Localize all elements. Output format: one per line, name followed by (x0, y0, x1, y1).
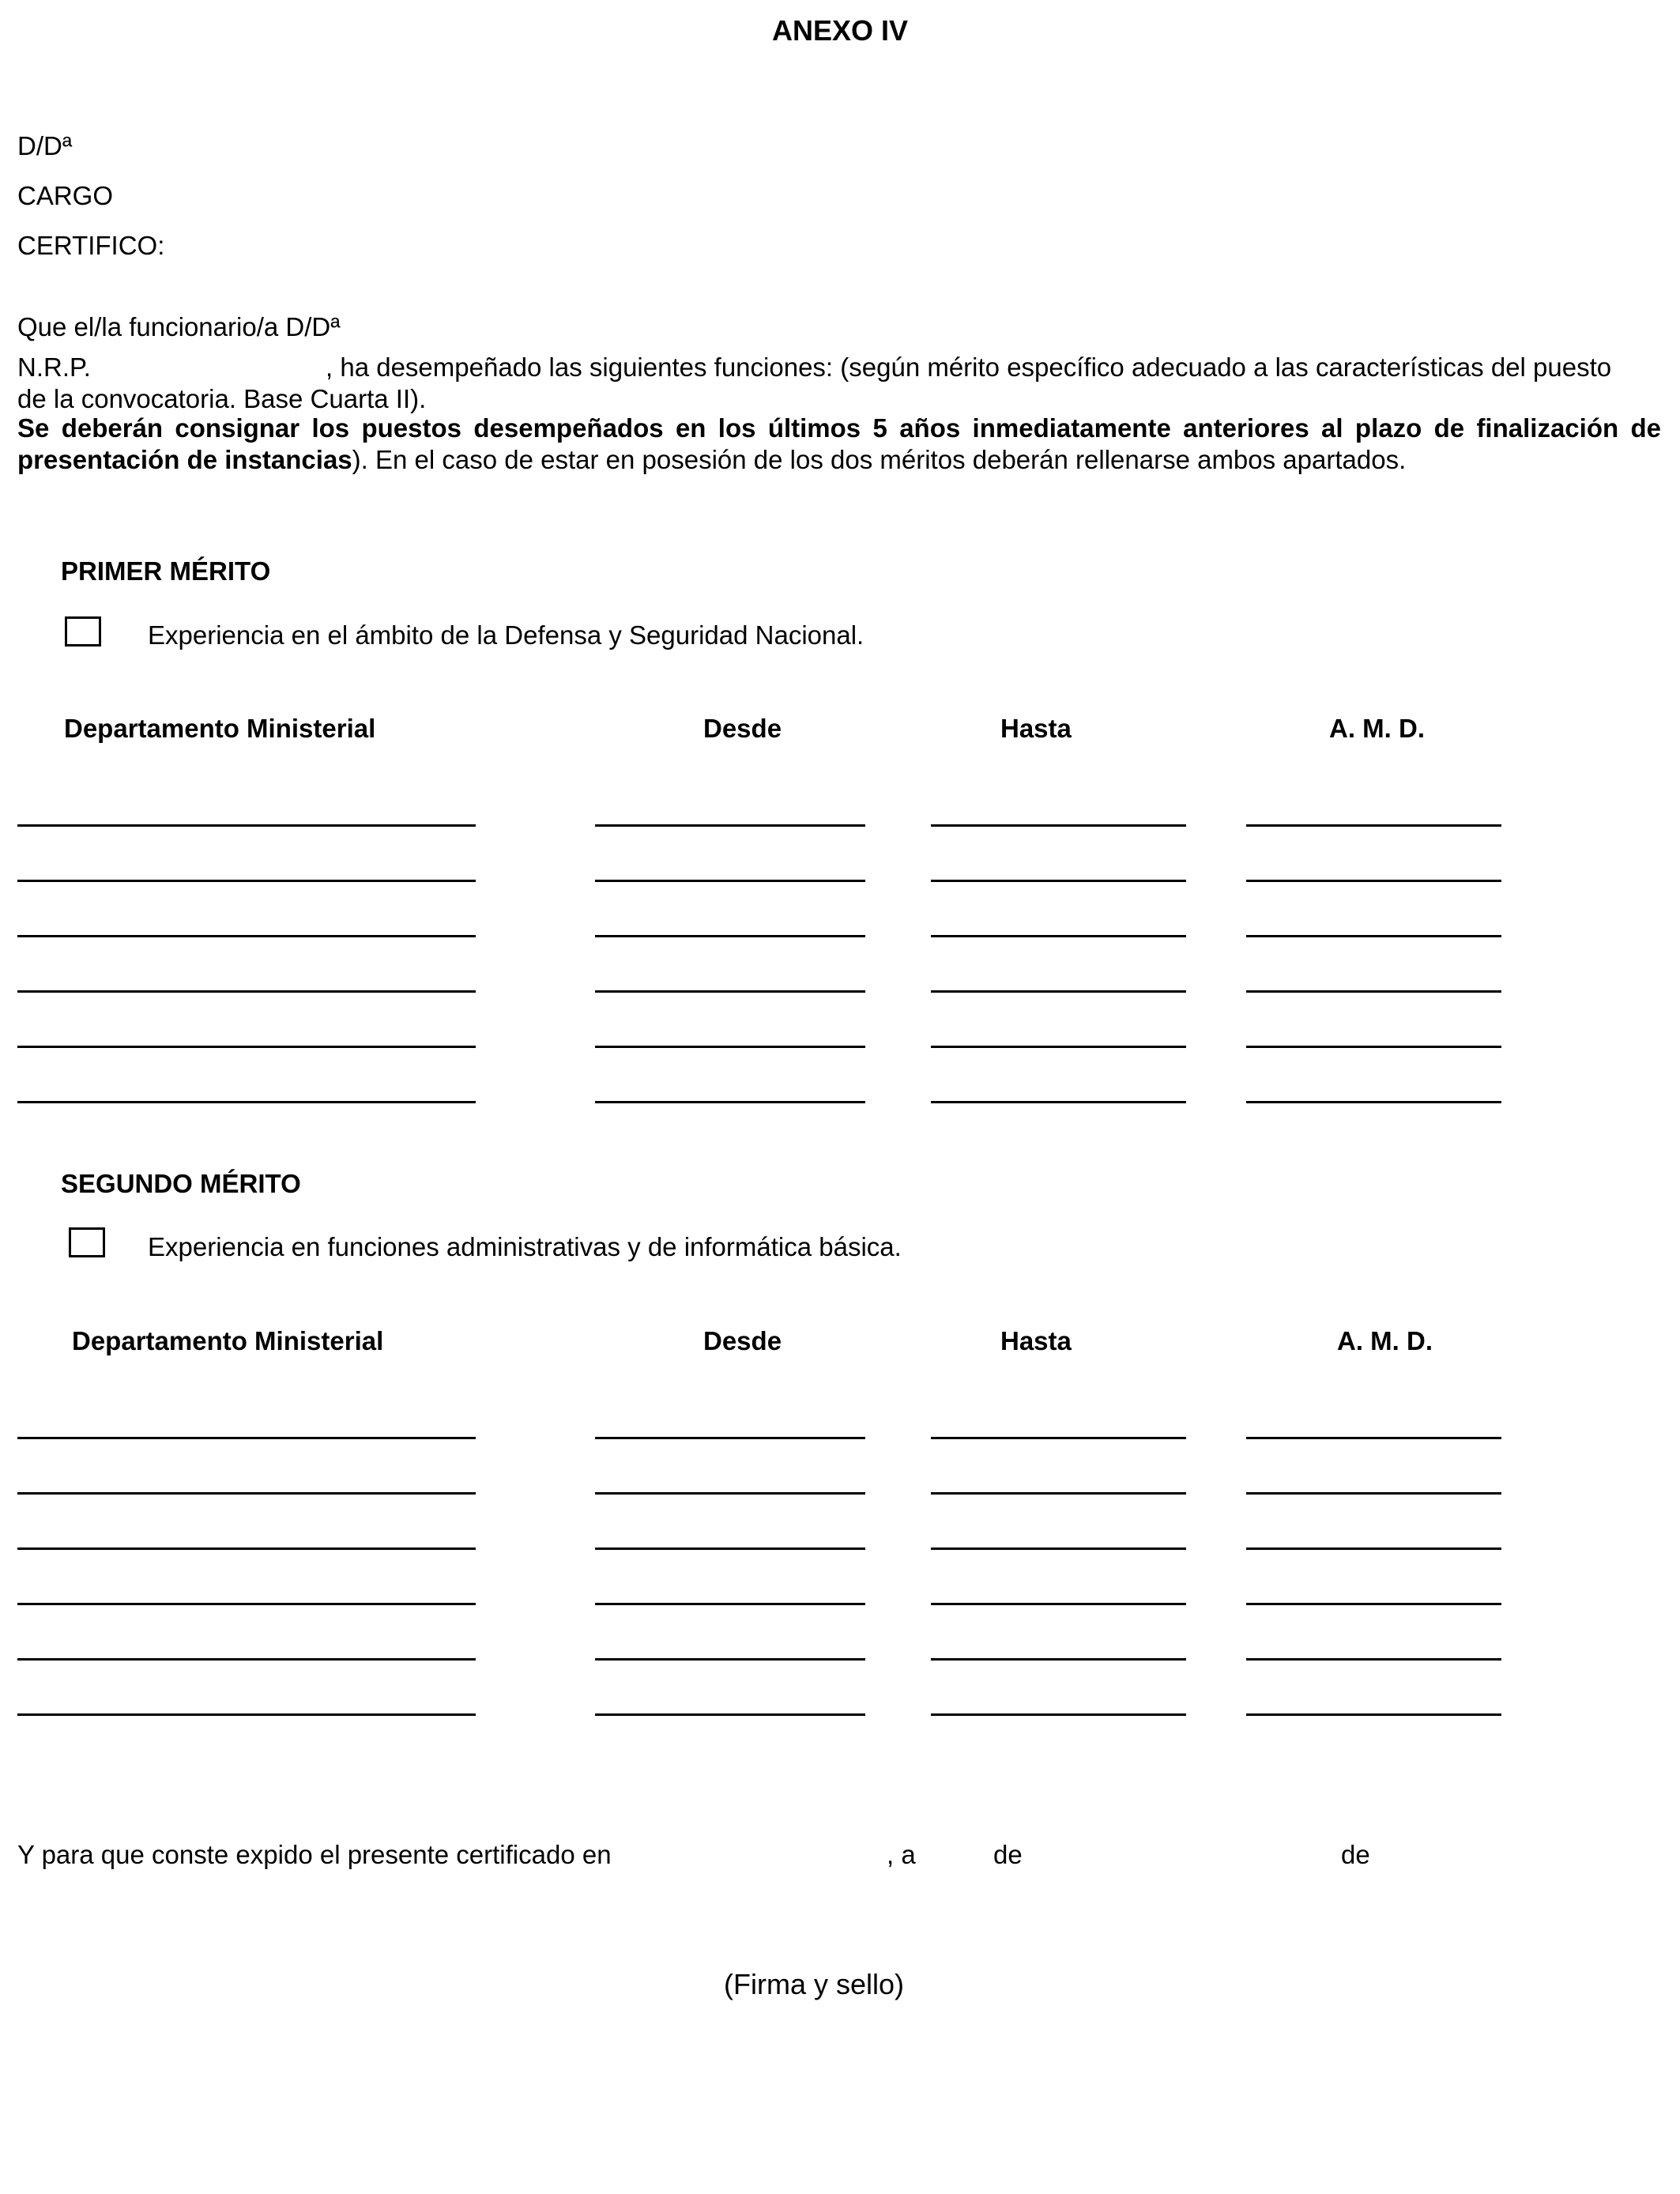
functions-text: , ha desempeñado las siguientes funciones: (según mérito específico adecuado a las características del puesto (326, 352, 1612, 382)
closing-de-1: de (993, 1840, 1023, 1869)
merit-2-description: Experiencia en funciones administrativas y de informática básica. (148, 1232, 902, 1261)
merit-2-blank-department[interactable] (17, 1547, 476, 1550)
dd-label: D/Dª (17, 131, 73, 160)
merit-1-blank-amd[interactable] (1246, 990, 1501, 993)
merit-2-blank-amd[interactable] (1246, 1713, 1501, 1716)
merit-1-blank-amd[interactable] (1246, 1046, 1501, 1048)
merit-2-blank-desde[interactable] (595, 1658, 865, 1661)
merit-1-blank-amd[interactable] (1246, 824, 1501, 827)
merit-2-blank-department[interactable] (17, 1492, 476, 1495)
nrp-label: N.R.P. (17, 352, 91, 382)
merit-1-blank-desde[interactable] (595, 824, 865, 827)
merit-1-checkbox[interactable] (65, 616, 101, 647)
merit-2-col-desde: Desde (703, 1326, 782, 1355)
closing-text: Y para que conste expido el presente certificado en (17, 1840, 612, 1869)
cargo-label: CARGO (17, 181, 114, 210)
merit-2-blank-hasta[interactable] (931, 1437, 1186, 1439)
merit-1-blank-hasta[interactable] (931, 880, 1186, 882)
merit-2-blank-hasta[interactable] (931, 1658, 1186, 1661)
merit-1-col-hasta: Hasta (1000, 714, 1072, 743)
closing-comma-a: , a (887, 1840, 916, 1869)
merit-2-col-hasta: Hasta (1000, 1326, 1072, 1355)
merit-2-col-department: Departamento Ministerial (72, 1326, 384, 1355)
merit-1-blank-amd[interactable] (1246, 880, 1501, 882)
merit-1-heading: PRIMER MÉRITO (61, 556, 271, 586)
merit-1-blank-hasta[interactable] (931, 824, 1186, 827)
merit-1-blank-department[interactable] (17, 990, 476, 993)
merit-1-blank-department[interactable] (17, 824, 476, 827)
merit-2-heading: SEGUNDO MÉRITO (61, 1169, 301, 1198)
certifico-label: CERTIFICO: (17, 231, 165, 260)
funcionario-line: Que el/la funcionario/a D/Dª (17, 312, 341, 341)
signature-label: (Firma y sello) (724, 1968, 905, 2000)
merit-2-blank-desde[interactable] (595, 1713, 865, 1716)
merit-1-blank-hasta[interactable] (931, 1046, 1186, 1048)
merit-1-blank-department[interactable] (17, 935, 476, 937)
merit-1-blank-department[interactable] (17, 880, 476, 882)
merit-2-blank-hasta[interactable] (931, 1547, 1186, 1550)
merit-2-blank-hasta[interactable] (931, 1492, 1186, 1495)
merit-2-blank-department[interactable] (17, 1437, 476, 1439)
merit-2-blank-amd[interactable] (1246, 1658, 1501, 1661)
merit-1-blank-desde[interactable] (595, 935, 865, 937)
merit-2-blank-hasta[interactable] (931, 1603, 1186, 1605)
merit-1-description: Experiencia en el ámbito de la Defensa y Seguridad Nacional. (148, 620, 864, 650)
merit-2-blank-department[interactable] (17, 1713, 476, 1716)
merit-2-blank-desde[interactable] (595, 1492, 865, 1495)
merit-1-blank-department[interactable] (17, 1046, 476, 1048)
instructions-normal: ). En el caso de estar en posesión de los dos méritos deberán rellenarse ambos apartados. (352, 445, 1407, 474)
merit-1-blank-desde[interactable] (595, 990, 865, 993)
merit-2-blank-desde[interactable] (595, 1437, 865, 1439)
merit-1-blank-desde[interactable] (595, 1046, 865, 1048)
merit-1-blank-amd[interactable] (1246, 935, 1501, 937)
instructions-bold: Se deberán consignar los puestos desempeñados en los últimos 5 años inmediatamente anteriores al plazo de finalización de presentación de instancias (17, 413, 1661, 474)
merit-2-blank-department[interactable] (17, 1603, 476, 1605)
merit-1-col-amd: A. M. D. (1329, 714, 1425, 743)
merit-2-blank-desde[interactable] (595, 1603, 865, 1605)
merit-1-blank-desde[interactable] (595, 880, 865, 882)
merit-2-blank-amd[interactable] (1246, 1492, 1501, 1495)
merit-2-col-amd: A. M. D. (1337, 1326, 1433, 1355)
merit-1-blank-amd[interactable] (1246, 1101, 1501, 1103)
merit-1-blank-hasta[interactable] (931, 935, 1186, 937)
merit-2-blank-amd[interactable] (1246, 1603, 1501, 1605)
merit-1-col-department: Departamento Ministerial (64, 714, 376, 743)
merit-2-checkbox[interactable] (69, 1227, 105, 1257)
merit-1-blank-hasta[interactable] (931, 990, 1186, 993)
merit-1-blank-hasta[interactable] (931, 1101, 1186, 1103)
merit-1-blank-department[interactable] (17, 1101, 476, 1103)
document-title: ANEXO IV (771, 14, 909, 47)
merit-1-blank-desde[interactable] (595, 1101, 865, 1103)
instructions-paragraph (17, 413, 1661, 476)
base-text: de la convocatoria. Base Cuarta II). (17, 384, 427, 413)
merit-2-blank-desde[interactable] (595, 1547, 865, 1550)
merit-2-blank-hasta[interactable] (931, 1713, 1186, 1716)
merit-2-blank-amd[interactable] (1246, 1437, 1501, 1439)
merit-2-blank-amd[interactable] (1246, 1547, 1501, 1550)
merit-2-blank-department[interactable] (17, 1658, 476, 1661)
closing-de-2: de (1341, 1840, 1370, 1869)
merit-1-col-desde: Desde (703, 714, 782, 743)
